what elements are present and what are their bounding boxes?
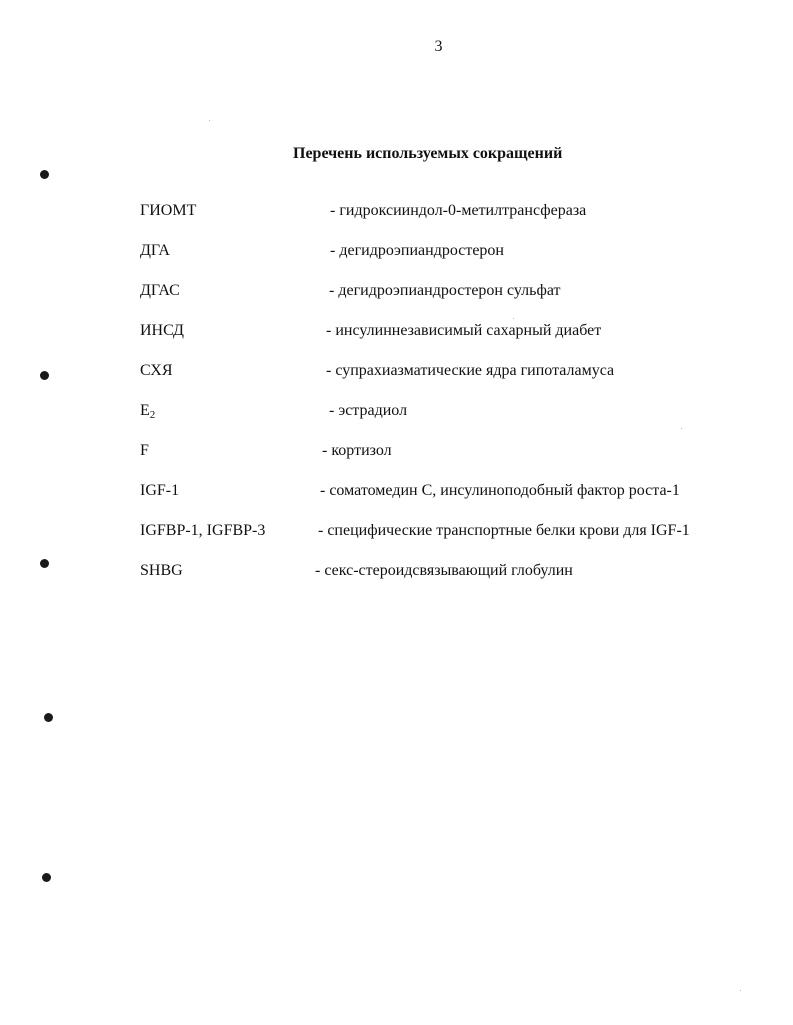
abbreviation-definition: - специфические транспортные белки крови для IGF-1 bbox=[318, 522, 690, 539]
scan-speck bbox=[740, 990, 741, 991]
abbreviation-term: ДГАС bbox=[140, 282, 180, 299]
punch-hole-mark bbox=[40, 371, 49, 380]
scan-speck bbox=[209, 120, 210, 121]
abbreviation-term: F bbox=[140, 442, 149, 459]
abbreviation-row bbox=[0, 442, 793, 466]
page-title: Перечень используемых сокращений bbox=[293, 145, 563, 162]
abbreviation-definition: - эстрадиол bbox=[329, 402, 408, 419]
punch-hole-mark bbox=[40, 559, 49, 568]
abbreviation-definition: - кортизол bbox=[322, 442, 392, 459]
abbreviation-row bbox=[0, 282, 793, 306]
abbreviation-row bbox=[0, 562, 793, 586]
scan-speck bbox=[681, 428, 682, 429]
abbreviation-term bbox=[140, 402, 155, 421]
punch-hole-mark bbox=[40, 170, 49, 179]
abbreviation-definition: - соматомедин С, инсулиноподобный фактор роста-1 bbox=[320, 482, 680, 499]
abbreviation-row bbox=[0, 242, 793, 266]
punch-hole-mark bbox=[44, 713, 53, 722]
page-number: 3 bbox=[434, 38, 443, 55]
abbreviation-definition: - инсулиннезависимый сахарный диабет bbox=[326, 322, 602, 339]
abbreviation-definition: - секс-стероидсвязывающий глобулин bbox=[315, 562, 573, 579]
abbreviation-row bbox=[0, 402, 793, 426]
abbreviation-term-subscript: 2 bbox=[149, 409, 156, 421]
punch-hole-mark bbox=[42, 873, 51, 882]
abbreviation-term-base: E bbox=[140, 402, 150, 419]
abbreviation-term: ИНСД bbox=[140, 322, 184, 339]
abbreviation-term: IGF-1 bbox=[140, 482, 180, 499]
abbreviation-row bbox=[0, 522, 793, 546]
abbreviation-definition: - дегидроэпиандростерон сульфат bbox=[329, 282, 561, 299]
abbreviation-term: IGFBP-1, IGFBP-3 bbox=[140, 522, 266, 539]
abbreviation-term: СХЯ bbox=[140, 362, 173, 379]
abbreviation-definition: - супрахиазматические ядра гипоталамуса bbox=[326, 362, 615, 379]
abbreviation-row bbox=[0, 322, 793, 346]
abbreviation-row bbox=[0, 202, 793, 226]
abbreviation-row bbox=[0, 482, 793, 506]
abbreviation-term: SHBG bbox=[140, 562, 183, 579]
abbreviation-term: ДГА bbox=[140, 242, 170, 259]
abbreviation-row bbox=[0, 362, 793, 386]
abbreviation-term: ГИОМТ bbox=[140, 202, 197, 219]
abbreviation-definition: - дегидроэпиандростерон bbox=[330, 242, 504, 259]
abbreviation-definition: - гидроксииндол-0-метилтрансфераза bbox=[330, 202, 587, 219]
scan-speck bbox=[513, 318, 514, 319]
